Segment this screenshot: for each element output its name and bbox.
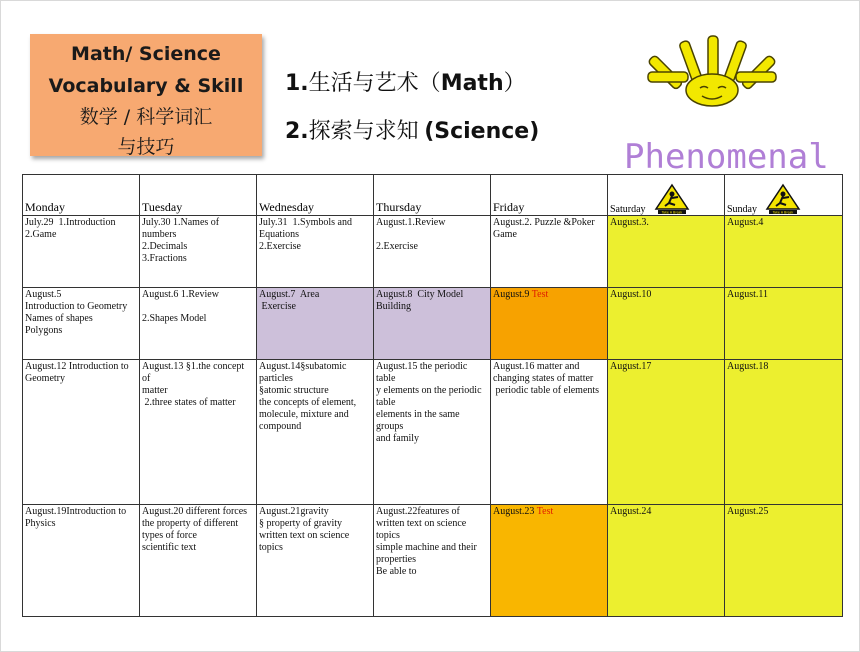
day-cell bbox=[725, 216, 843, 288]
day-header-saturday bbox=[608, 175, 725, 216]
day-cell bbox=[725, 360, 843, 505]
topic-chinese: 探索与求知 bbox=[308, 118, 425, 143]
cell-line: 2.three states of matter bbox=[142, 397, 236, 408]
day-cell bbox=[491, 360, 608, 505]
topic-english: Math bbox=[440, 71, 504, 96]
cell-line: topics bbox=[259, 542, 283, 553]
day-cell bbox=[23, 505, 140, 617]
day-cell bbox=[140, 360, 257, 505]
test-label: Test bbox=[531, 289, 549, 300]
cell-line: August.19Introduction to bbox=[25, 506, 127, 517]
day-cell bbox=[725, 288, 843, 360]
day-cell bbox=[491, 216, 608, 288]
week-row bbox=[23, 288, 843, 360]
cell-line: August.12 Introduction to bbox=[25, 361, 129, 372]
cell-line: simple machine and their bbox=[376, 542, 477, 553]
cell-line: 2.Game bbox=[25, 229, 57, 240]
day-cell bbox=[608, 360, 725, 505]
cell-line: August.22features of bbox=[376, 506, 460, 517]
cell-line: Geometry bbox=[25, 373, 65, 384]
cell-line: 3.Fractions bbox=[142, 253, 187, 264]
cell-line: molecule, mixture and bbox=[259, 409, 349, 420]
day-cell bbox=[374, 505, 491, 617]
cell-line: August.6 1.Review bbox=[142, 289, 219, 300]
cell-line: August.25 bbox=[727, 506, 769, 517]
cell-line: Physics bbox=[25, 518, 56, 529]
cell-line: 2.Shapes Model bbox=[142, 313, 207, 324]
day-cell bbox=[491, 505, 608, 617]
cell-line: § property of gravity bbox=[259, 518, 343, 529]
cell-line: August.5 bbox=[25, 289, 62, 300]
day-cell bbox=[140, 216, 257, 288]
day-cell bbox=[725, 505, 843, 617]
cell-line: Equations bbox=[259, 229, 299, 240]
cell-line bbox=[376, 229, 488, 241]
title-line-3: 数学 / 科学词汇 bbox=[79, 106, 213, 128]
cell-line: August.15 the periodic table bbox=[376, 361, 470, 384]
cell-line: Exercise bbox=[259, 301, 296, 312]
cell-line: August.18 bbox=[727, 361, 769, 372]
cell-line: Building bbox=[376, 301, 412, 312]
cell-line: Be able to bbox=[376, 566, 417, 577]
day-header-sunday bbox=[725, 175, 843, 216]
cell-line: August.10 bbox=[610, 289, 652, 300]
cell-line: August.20 different forces bbox=[142, 506, 248, 517]
cell-line: matter bbox=[142, 385, 168, 396]
phenomenal-logo: Phenomenal bbox=[624, 137, 829, 177]
day-header: Thursday bbox=[374, 175, 491, 216]
cell-line: August.7 Area bbox=[259, 289, 320, 300]
day-header: Friday bbox=[491, 175, 608, 216]
cell-line: August.13 §1.the concept of bbox=[142, 361, 247, 384]
cell-line: types of force bbox=[142, 530, 197, 541]
topic-end: ） bbox=[503, 70, 526, 95]
day-label: Saturday bbox=[610, 204, 646, 215]
cell-line: July.29 1.Introduction bbox=[25, 217, 116, 228]
day-cell bbox=[608, 216, 725, 288]
cell-line bbox=[142, 301, 254, 313]
cell-line: August.23 bbox=[493, 506, 537, 517]
schedule-body bbox=[23, 216, 843, 617]
day-header: Wednesday bbox=[257, 175, 374, 216]
cell-line: particles bbox=[259, 373, 293, 384]
day-header: Tuesday bbox=[140, 175, 257, 216]
day-header-row bbox=[23, 175, 843, 216]
cell-line: 2.Exercise bbox=[376, 241, 418, 252]
take-a-break-sign-icon bbox=[763, 183, 803, 215]
cell-line: August.24 bbox=[610, 506, 652, 517]
cell-line: table bbox=[376, 397, 396, 408]
take-a-break-sign-icon bbox=[652, 183, 692, 215]
sun-cartoon-icon bbox=[636, 28, 788, 108]
cell-line: 2.Exercise bbox=[259, 241, 301, 252]
topic-number: 2. bbox=[285, 119, 309, 144]
day-cell bbox=[140, 288, 257, 360]
cell-line: Game bbox=[493, 229, 517, 240]
title-line-2: Vocabulary & Skill bbox=[48, 75, 244, 97]
day-label: Sunday bbox=[727, 204, 757, 215]
cell-line: August.11 bbox=[727, 289, 769, 300]
cell-line: properties bbox=[376, 554, 416, 565]
cell-line: August.8 City Model bbox=[376, 289, 464, 300]
day-cell bbox=[374, 360, 491, 505]
day-cell bbox=[23, 360, 140, 505]
week-row bbox=[23, 505, 843, 617]
day-cell bbox=[374, 288, 491, 360]
test-label: Test bbox=[536, 506, 554, 517]
title-box bbox=[30, 34, 262, 156]
cell-line: August.21gravity bbox=[259, 506, 329, 517]
cell-line: scientific text bbox=[142, 542, 197, 553]
day-cell bbox=[23, 288, 140, 360]
cell-line: y elements on the periodic bbox=[376, 385, 482, 396]
day-cell bbox=[491, 288, 608, 360]
cell-line: August.17 bbox=[610, 361, 652, 372]
schedule-table bbox=[22, 174, 843, 617]
topic-number: 1. bbox=[285, 71, 309, 96]
topic-math bbox=[285, 66, 539, 114]
cell-line-wrap bbox=[493, 289, 605, 301]
take-a-break-text: Take A Break bbox=[661, 210, 682, 215]
topic-science bbox=[285, 114, 539, 162]
cell-line: periodic table of elements bbox=[493, 385, 600, 396]
cell-line: July.30 1.Names of numbers bbox=[142, 217, 222, 240]
day-cell bbox=[374, 216, 491, 288]
day-cell bbox=[257, 288, 374, 360]
cell-line: August.1.Review bbox=[376, 217, 446, 228]
title-line-1: Math/ Science bbox=[71, 43, 221, 65]
cell-line-wrap bbox=[493, 506, 605, 518]
cell-line: August.2. Puzzle &Poker bbox=[493, 217, 595, 228]
cell-line: elements in the same groups bbox=[376, 409, 463, 432]
cell-line: Introduction to Geometry bbox=[25, 301, 128, 312]
take-a-break-text: Take A Break bbox=[772, 210, 794, 215]
day-header: Monday bbox=[23, 175, 140, 216]
cell-line: August.3. bbox=[610, 217, 649, 228]
cell-line: the concepts of element, bbox=[259, 397, 357, 408]
topic-chinese: 生活与艺术（ bbox=[308, 70, 441, 95]
day-cell bbox=[608, 288, 725, 360]
cell-line: and family bbox=[376, 433, 420, 444]
cell-line: Names of shapes bbox=[25, 313, 93, 324]
week-row bbox=[23, 216, 843, 288]
cell-line: written text on science bbox=[259, 530, 350, 541]
title-line-4: 与技巧 bbox=[117, 136, 175, 158]
cell-line: July.31 1.Symbols and bbox=[259, 217, 352, 228]
topic-english: (Science) bbox=[424, 119, 540, 144]
cell-line: compound bbox=[259, 421, 302, 432]
cell-line: §atomic structure bbox=[259, 385, 329, 396]
cell-line: the property of different bbox=[142, 518, 239, 529]
cell-line: August.16 matter and bbox=[493, 361, 580, 372]
cell-line: changing states of matter bbox=[493, 373, 594, 384]
day-cell bbox=[23, 216, 140, 288]
day-cell bbox=[608, 505, 725, 617]
cell-line: Polygons bbox=[25, 325, 63, 336]
cell-line: August.9 bbox=[493, 289, 532, 300]
day-cell bbox=[257, 360, 374, 505]
day-cell bbox=[257, 216, 374, 288]
cell-line: August.4 bbox=[727, 217, 764, 228]
day-cell bbox=[140, 505, 257, 617]
day-cell bbox=[257, 505, 374, 617]
cell-line: 2.Decimals bbox=[142, 241, 188, 252]
cell-line: August.14§subatomic bbox=[259, 361, 347, 372]
cell-line: written text on science bbox=[376, 518, 467, 529]
topics-list bbox=[285, 66, 539, 162]
week-row bbox=[23, 360, 843, 505]
cell-line: topics bbox=[376, 530, 400, 541]
